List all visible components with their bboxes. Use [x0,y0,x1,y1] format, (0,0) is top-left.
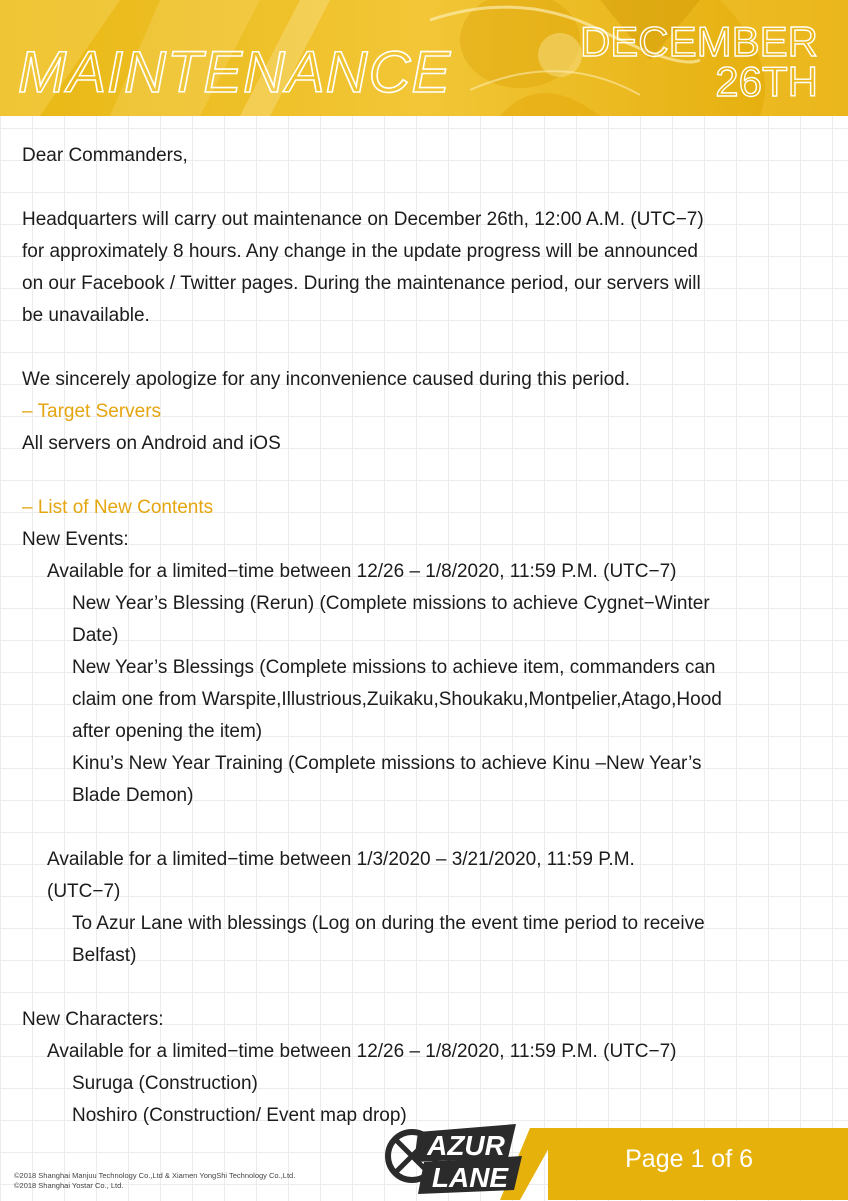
event-item: New Year’s Blessing (Rerun) (Complete missions to achieve Cygnet−Winter [72,593,710,614]
target-servers-heading: – Target Servers [22,401,162,422]
copyright [14,1171,295,1191]
intro-line: for approximately 8 hours. Any change in the update progress will be announced [22,241,698,262]
event-item: To Azur Lane with blessings (Log on during the event time period to receive [72,913,705,934]
header-banner [0,0,848,116]
event-item: Belfast) [72,945,137,966]
greeting: Dear Commanders, [22,145,188,166]
svg-text:LANE: LANE [431,1162,509,1193]
banner-date-month: DECEMBER [579,18,818,65]
events-period: Available for a limited−time between 1/3/2020 – 3/21/2020, 11:59 P.M. [47,849,635,870]
event-item: claim one from Warspite,Illustrious,Zuikaku,Shoukaku,Montpelier,Atago,Hood [72,689,722,710]
character-item: Noshiro (Construction/ Event map drop) [72,1105,407,1126]
event-item: Blade Demon) [72,785,194,806]
event-item: Kinu’s New Year Training (Complete missions to achieve Kinu –New Year’s [72,753,702,774]
banner-date-day: 26TH [715,58,818,105]
intro-line: be unavailable. [22,305,150,326]
events-period: Available for a limited−time between 12/26 – 1/8/2020, 11:59 P.M. (UTC−7) [47,561,677,582]
character-item: Suruga (Construction) [72,1073,258,1094]
copyright-line: ©2018 Shanghai Yostar Co., Ltd. [14,1181,124,1190]
new-events-label: New Events: [22,529,129,550]
events-period: (UTC−7) [47,881,121,902]
announcement-body [22,140,822,1132]
copyright-line: ©2018 Shanghai Manjuu Technology Co.,Ltd & Xiamen YongShi Technology Co.,Ltd. [14,1171,296,1180]
banner-date [579,18,818,105]
svg-text:AZUR: AZUR [427,1130,505,1161]
new-characters-label: New Characters: [22,1009,164,1030]
banner-title: MAINTENANCE [18,40,452,105]
azur-lane-logo-icon [384,1118,524,1196]
target-servers-text: All servers on Android and iOS [22,433,281,454]
event-item: after opening the item) [72,721,263,742]
new-contents-heading: – List of New Contents [22,497,214,518]
azur-lane-logo [384,1118,524,1196]
page-indicator: Page 1 of 6 [625,1145,753,1173]
event-item: Date) [72,625,119,646]
intro-line: on our Facebook / Twitter pages. During the maintenance period, our servers will [22,273,701,294]
intro-line: Headquarters will carry out maintenance on December 26th, 12:00 A.M. (UTC−7) [22,209,704,230]
apology-text: We sincerely apologize for any inconvenience caused during this period. [22,369,631,390]
event-item: New Year’s Blessings (Complete missions to achieve item, commanders can [72,657,716,678]
characters-period: Available for a limited−time between 12/26 – 1/8/2020, 11:59 P.M. (UTC−7) [47,1041,677,1062]
